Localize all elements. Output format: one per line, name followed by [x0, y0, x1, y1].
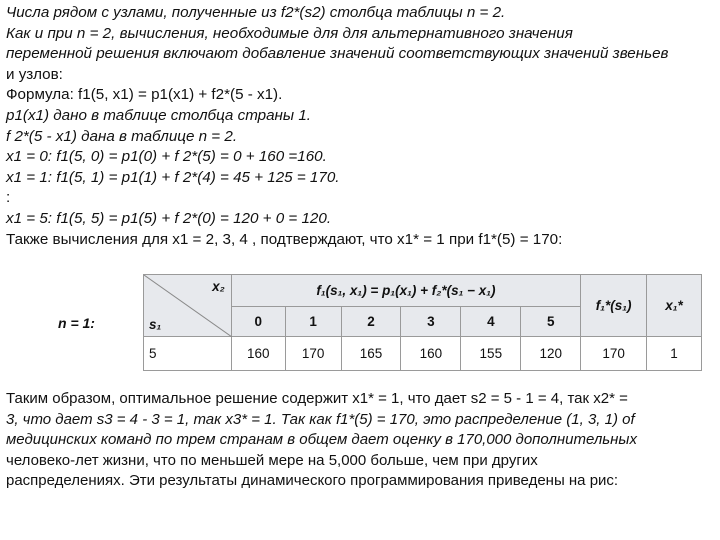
- column-header: 3: [401, 307, 461, 337]
- text-line: Формула: f1(5, x1) = p1(x1) + f2*(5 - x1).: [6, 86, 283, 104]
- text-line: f 2*(5 - x1) дана в таблице n = 2.: [6, 127, 238, 145]
- value-cell: 160: [401, 337, 461, 371]
- value-cell: 155: [461, 337, 521, 371]
- value-cell: 120: [521, 337, 581, 371]
- text-line: 3, что дает s3 = 4 - 3 = 1, так x3* = 1. Так как f1*(5) = 170, это распределение (1, 3, 1) of: [6, 410, 635, 428]
- s1-value: 5: [144, 337, 232, 371]
- table-header-row: [144, 275, 702, 307]
- text-line: x1 = 0: f1(5, 0) = p1(0) + f 2*(5) = 0 + 160 =160.: [6, 148, 327, 166]
- table-row: [144, 337, 702, 371]
- text-line: медицинских команд по трем странам в общем дает оценку в 170,000 дополнительных: [6, 431, 637, 449]
- text-line: :: [6, 189, 11, 207]
- text-line: Числа рядом с узлами, полученные из f2*(s2) столбца таблицы n = 2.: [6, 4, 506, 21]
- f-opt-value: 170: [581, 337, 647, 371]
- column-header: 4: [461, 307, 521, 337]
- column-header: 0: [231, 307, 285, 337]
- text-line: Также вычисления для x1 = 2, 3, 4 , подтверждают, что x1* = 1 при f1*(5) = 170:: [6, 230, 563, 248]
- text-line: Таким образом, оптимальное решение содержит x1* = 1, что дает s2 = 5 - 1 = 4, так x2* =: [6, 390, 628, 407]
- dp-table: [143, 274, 702, 371]
- text-line: x1 = 1: f1(5, 1) = p1(1) + f 2*(4) = 45 + 125 = 170.: [6, 168, 340, 186]
- text-line: переменной решения включают добавление значений соответствующих значений звеньев: [6, 45, 669, 63]
- stage-label: n = 1:: [58, 315, 95, 331]
- f-opt-header: f₁*(s₁): [581, 275, 647, 337]
- explanation-text: [6, 3, 716, 250]
- text-line: и узлов:: [6, 65, 63, 83]
- x-opt-value: 1: [647, 337, 702, 371]
- text-line: p1(x1) дано в таблице столбца страны 1.: [6, 106, 311, 124]
- value-cell: 170: [285, 337, 341, 371]
- value-cell: 160: [231, 337, 285, 371]
- text-line: Как и при n = 2, вычисления, необходимые для для альтернативного значения: [6, 24, 573, 42]
- column-header: 1: [285, 307, 341, 337]
- text-line: распределениях. Эти результаты динамического программирования приведены на рис:: [6, 472, 619, 490]
- x2-label: x₂: [212, 279, 225, 294]
- x-opt-header: x₁*: [647, 275, 702, 337]
- conclusion-text: [6, 389, 716, 492]
- s1-label: s₁: [149, 317, 162, 332]
- column-header: 2: [341, 307, 401, 337]
- diagonal-header-cell: [144, 275, 232, 337]
- formula-header: f₁(s₁, x₁) = p₁(x₁) + f₂*(s₁ − x₁): [231, 275, 580, 307]
- value-cell: 165: [341, 337, 401, 371]
- text-line: человеко-лет жизни, что по меньшей мере на 5,000 больше, чем при других: [6, 451, 538, 469]
- column-header: 5: [521, 307, 581, 337]
- dp-table-area: [0, 269, 720, 373]
- text-line: x1 = 5: f1(5, 5) = p1(5) + f 2*(0) = 120 + 0 = 120.: [6, 209, 332, 227]
